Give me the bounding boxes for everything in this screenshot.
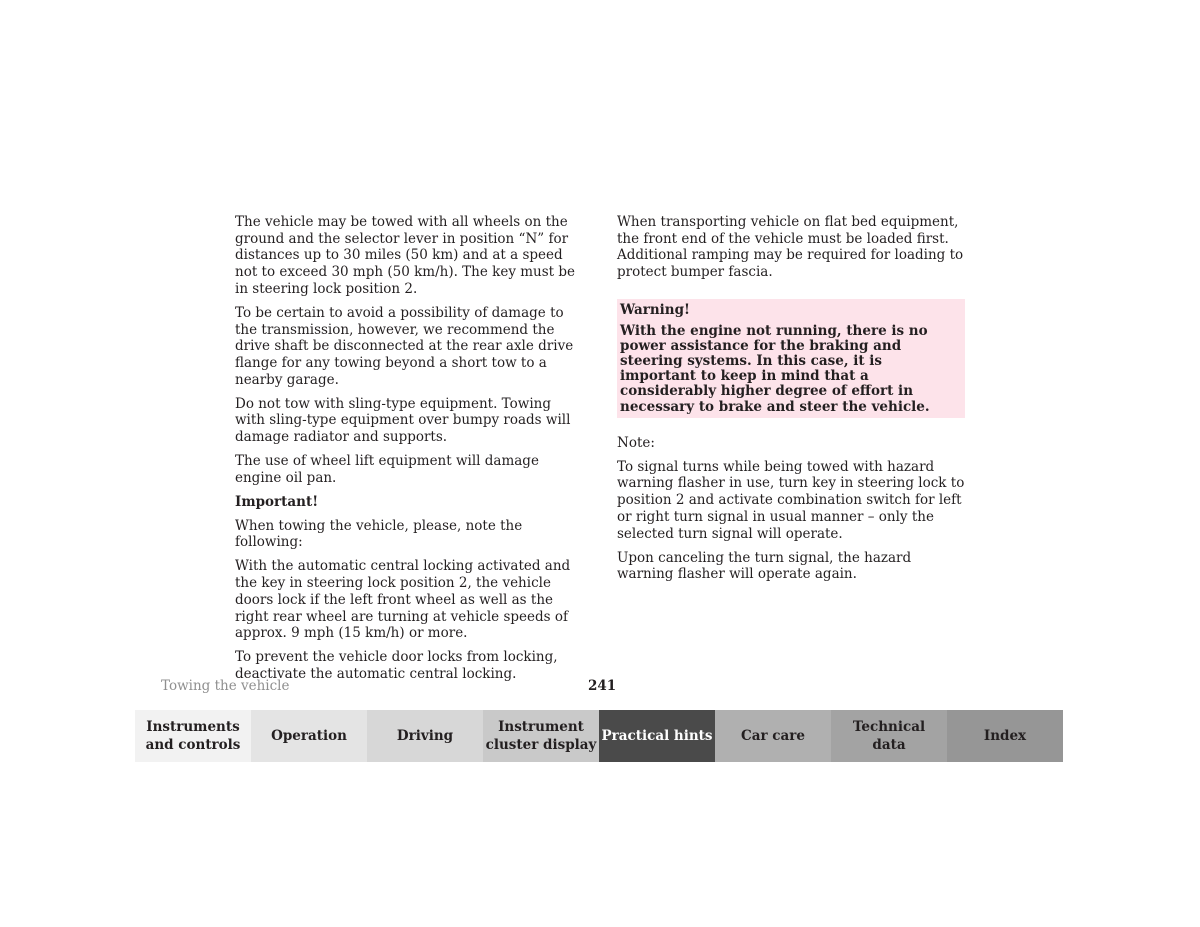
tab-label-line2: data — [872, 737, 906, 753]
tab-operation[interactable] — [251, 710, 367, 762]
warning-box — [617, 299, 965, 418]
note-label: Note: — [617, 434, 655, 451]
tab-label-line1: Car care — [741, 728, 805, 744]
paragraph-central-locking: With the automatic central locking activated and the key in steering lock position 2, the vehicle doors lock if the left front wheel as well as the right rear wheel are turning at vehicle speeds of approx. 9 mph (15 km/h) or more. — [235, 558, 571, 642]
paragraph-cancel-signal: Upon canceling the turn signal, the hazard warning flasher will operate again. — [617, 549, 912, 583]
tab-practical-hints[interactable] — [599, 710, 715, 762]
left-column — [235, 214, 583, 690]
tab-car-care[interactable] — [715, 710, 831, 762]
tab-instrument-cluster-display[interactable] — [483, 710, 599, 762]
tab-label-line1: Instrument — [498, 719, 584, 735]
important-label: Important! — [235, 493, 319, 510]
tab-label-line1: Instruments — [146, 719, 240, 735]
tab-label-line1: Operation — [271, 728, 347, 744]
right-column — [617, 214, 965, 590]
tab-label-line2: cluster display — [485, 737, 597, 753]
section-title: Towing the vehicle — [161, 678, 290, 694]
tab-label-line1: Driving — [396, 728, 454, 744]
paragraph-turn-signal: To signal turns while being towed with hazard warning flasher in use, turn key in steering lock to position 2 and activate combination switch for left or right turn signal in usual manner – only the selected turn signal will operate. — [617, 458, 965, 542]
chapter-tab-bar — [135, 710, 1063, 762]
page-number: 241 — [588, 678, 617, 694]
paragraph-deactivate-locking: To prevent the vehicle door locks from locking, deactivate the automatic central locking. — [235, 649, 558, 682]
tab-technical-data[interactable] — [831, 710, 947, 762]
paragraph-sling-equipment: Do not tow with sling-type equipment. Towing with sling-type equipment over bumpy roads will damage radiator and supports. — [235, 395, 571, 446]
tab-label-line2: and controls — [145, 737, 241, 753]
warning-text: With the engine not running, there is no power assistance for the braking and steering systems. In this case, it is important to keep in mind that a considerably higher degree of effort in necessary to brake and steer the vehicle. — [620, 322, 930, 415]
tab-label-line1: Practical hints — [601, 728, 713, 744]
paragraph-note-following: When towing the vehicle, please, note the following: — [235, 517, 523, 551]
paragraph-towing-conditions: The vehicle may be towed with all wheels on the ground and the selector lever in position “N” for distances up to 30 miles (50 km) and at a speed not to exceed 30 mph (50 km/h). The key must be in steering lock position 2. — [235, 214, 576, 297]
tab-label-line1: Technical — [852, 719, 926, 735]
tab-driving[interactable] — [367, 710, 483, 762]
paragraph-wheel-lift: The use of wheel lift equipment will damage engine oil pan. — [235, 453, 539, 486]
tab-label-line1: Index — [983, 728, 1027, 744]
paragraph-flat-bed: When transporting vehicle on flat bed equipment, the front end of the vehicle must be loaded first. Additional ramping may be required for loading to protect bumper fascia. — [617, 214, 964, 281]
paragraph-drive-shaft: To be certain to avoid a possibility of damage to the transmission, however, we recommend the drive shaft be disconnected at the rear axle drive flange for any towing beyond a short tow to a nearby garage. — [235, 304, 574, 388]
tab-index[interactable] — [947, 710, 1063, 762]
tab-instruments-and-controls[interactable] — [135, 710, 251, 762]
warning-title: Warning! — [620, 301, 690, 318]
